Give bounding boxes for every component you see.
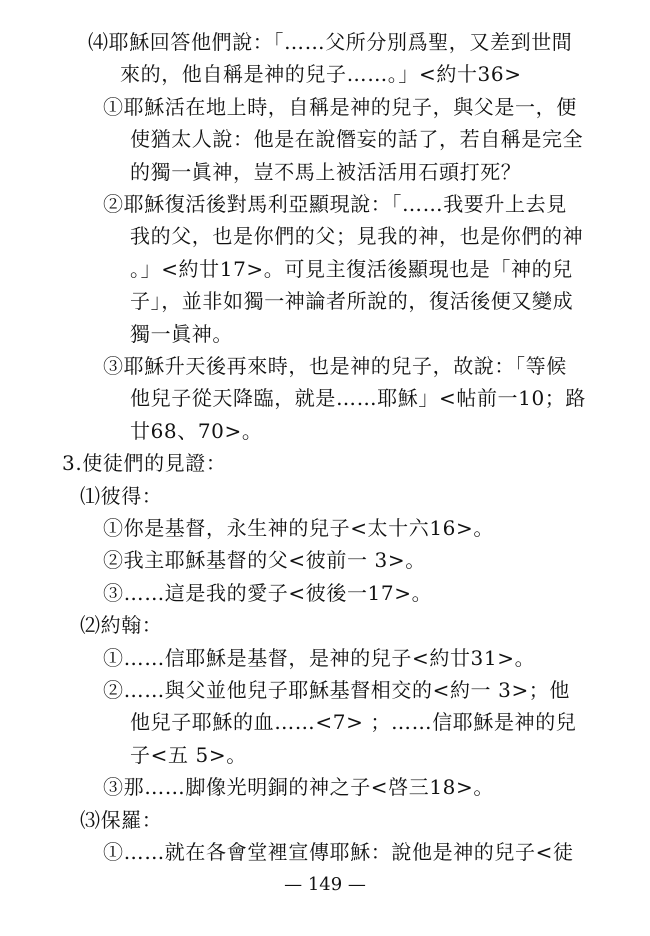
- text-line: 他兒子耶穌的血……<7> ；……信耶穌是神的兒: [130, 710, 577, 735]
- text-line: ②……與父並他兒子耶穌基督相交的<約一 3>；他: [103, 678, 570, 702]
- text-line: ①耶穌活在地上時，自稱是神的兒子，與父是一，便: [103, 94, 577, 119]
- text-line: ①……就在各會堂裡宣傳耶穌：說他是神的兒子<徒: [103, 840, 574, 864]
- text-line: ③那……脚像光明銅的神之子<啓三18>。: [103, 775, 494, 800]
- text-line: ③……這是我的愛子<彼後一17>。: [103, 580, 433, 605]
- text-line: 使猶太人說：他是在說僭妄的話了，若自稱是完全: [130, 127, 584, 152]
- section-heading: 3.使徒們的見證：: [62, 451, 227, 476]
- text-line: ②我主耶穌基督的父<彼前一 3>。: [103, 548, 426, 573]
- text-line: 獨一眞神。: [130, 321, 233, 346]
- text-line: ③耶穌升天後再來時，也是神的兒子，故說：「等候: [103, 354, 567, 378]
- text-line: 子<五 5>。: [130, 742, 247, 767]
- subheading: ⑶保羅：: [80, 807, 163, 832]
- text-line: 的獨一眞神，豈不馬上被活活用石頭打死？: [130, 159, 522, 184]
- subheading: ⑴彼得：: [80, 483, 163, 508]
- text-line: 我的父，也是你們的父；見我的神，也是你們的神: [130, 224, 584, 249]
- text-line: ①……信耶穌是基督，是神的兒子<約廿31>。: [103, 645, 536, 670]
- text-line: 他兒子從天降臨，就是……耶穌」<帖前一10；路: [130, 386, 587, 411]
- text-line: ⑷耶穌回答他們說：「……父所分別爲聖，又差到世間: [88, 30, 573, 54]
- text-line: 廿68、70>。: [130, 418, 263, 443]
- text-line: ②耶穌復活後對馬利亞顯現說：「……我要升上去見: [103, 192, 567, 216]
- text-line: 子」，並非如獨一神論者所說的，復活後便又變成: [130, 289, 574, 314]
- subheading: ⑵約翰：: [80, 613, 163, 638]
- text-line: 。」<約廿17>。可見主復活後顯現也是「神的兒: [130, 256, 573, 281]
- page-number: — 149 —: [284, 874, 366, 896]
- text-line: 來的，他自稱是神的兒子……。」<約十36>: [120, 62, 522, 87]
- text-line: ①你是基督，永生神的兒子<太十六16>。: [103, 516, 494, 540]
